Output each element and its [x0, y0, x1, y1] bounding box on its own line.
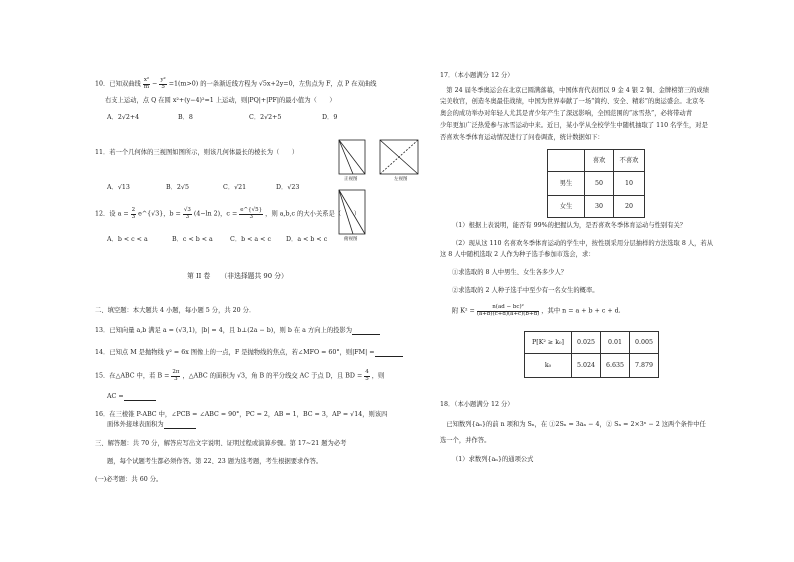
- three-view-figure: [335, 138, 440, 248]
- q17-title: 17．（本小题满分 12 分）: [440, 72, 514, 79]
- table-row: P[K² ≥ k₀] 0.025 0.01 0.005: [525, 332, 659, 354]
- q12-option-b: B．c < b < a: [172, 236, 213, 243]
- survey-table: [547, 149, 645, 218]
- table-row: 男生 50 10: [548, 172, 645, 196]
- q10-line2: 右支上运动，点 Q 在圆 x²+(y−4)²=1 上运动，则|PQ|+|PF|的最小值为（ ）: [105, 97, 336, 104]
- required-heading: (一)必考题：共 60 分。: [95, 476, 163, 483]
- q18-para-1: 已知数列{aₙ}的前 n 项和为 Sₙ，在 ①2Sₙ = 3aₙ − 4，② Sₙ = 2×3ⁿ − 2 这两个条件中任: [440, 421, 706, 428]
- table-row: 女生 30 20: [548, 196, 645, 218]
- critical-value-table: [524, 331, 659, 378]
- q12-frac-a: $\frac{2}{3}$: [131, 207, 136, 220]
- section-2-title: 第 II 卷 （非选择题共 90 分）: [187, 272, 288, 280]
- q16-answer-blank: [164, 421, 196, 429]
- q15-line2: AC =: [107, 393, 156, 401]
- chi-square-formula: 附 K² = $\frac{\text{n(ad − bc)²}}{(a+b)(c+d)(a+c)(b+d)}$ ，其中 n = a + b + c + d.: [452, 304, 621, 317]
- q10-frac-x: $\frac{\text{x²}}{m}$: [143, 77, 150, 90]
- side-view-drawing: [380, 140, 418, 174]
- q10-option-b: B．8: [178, 114, 193, 121]
- q17-sub-2b: 这 8 人中随机选取 2 人作为种子选手参加市选会，求：: [440, 251, 595, 258]
- q15-line1: 15．在△ABC 中，若 B = $\frac{2\pi}{3}$ ，△ABC 的面积为 √3，角 B 的平分线交 AC 于点 D，且 BD = $\frac{4}{5}$ ，则: [95, 369, 385, 382]
- q15-frac-bd: $\frac{4}{5}$: [365, 369, 369, 382]
- q16-line1: 16．在三棱锥 P-ABC 中，∠PCB = ∠ABC = 90°，PC = 2，AB = 1，BC = 3，AP = √14，则该四: [95, 411, 388, 418]
- front-view-drawing: [339, 140, 365, 174]
- table-row: k₀ 5.024 6.635 7.879: [525, 354, 659, 378]
- q14-answer-blank: [375, 349, 403, 357]
- q15-frac-angle: $\frac{2\pi}{3}$: [172, 369, 180, 382]
- q10-option-a: A．2√2+4: [107, 114, 140, 121]
- formula-fraction: $\frac{\text{n(ad − bc)²}}{(a+b)(c+d)(a+c)(b+d)}$: [476, 304, 540, 317]
- table-row: 喜欢 不喜欢: [548, 150, 645, 172]
- q10-option-c: C．2√2+5: [249, 114, 282, 121]
- q12-line: 12．设 a = $\frac{2}{3}$ e^{√3}，b = $\frac{√3}{3}$ (4−ln 2)，c = $\frac{e\^{}\{√5\}}{3}$ ，则 a,b,c 的大小关系是（ ）: [95, 207, 361, 220]
- q11-option-d: D．√23: [276, 184, 300, 191]
- q14-text: 14．已知点 M 是抛物线 y² = 6x 图像上的一点，F 是抛物线的焦点，若∠MFO = 60°，则|FM| =: [95, 349, 403, 357]
- q13-text: 13．已知向量 a,b 满足 a = (√3,1)，|b| = 4，且 b⊥(2a − b)，则 b 在 a 方向上的投影为: [95, 327, 380, 335]
- q16-line2: 面体外接球表面积为: [107, 421, 196, 429]
- q10-option-d: D．9: [322, 114, 338, 121]
- q17-sub-1: （1）根据上表说明，能否有 99%的把握认为，是否喜欢冬季体育运动与性别有关？: [452, 222, 687, 229]
- q17-para-3: 奥会的成功举办对年轻人尤其是青少年产生了深远影响，全国范围的“冰雪热”，必将带动青: [440, 110, 693, 117]
- q12-option-a: A．b < c < a: [107, 236, 148, 243]
- q17-para-2: 完美收官，创造冬奥最佳战绩，中国为世界奉献了一场“简约、安全、精彩”的奥运盛会。北京冬: [440, 98, 705, 105]
- q12-frac-c: $\frac{e\^{}\{√5\}}{3}$: [240, 207, 263, 220]
- top-view-label: 俯视图: [344, 237, 358, 242]
- q17-item-2: ②求选取的 2 人种子选手中至少有一名女生的概率。: [452, 287, 599, 294]
- q17-para-1: 第 24 届冬季奥运会在北京已圆满落幕，中国体育代表团以 9 金 4 银 2 铜、金牌榜第三的成绩: [440, 87, 710, 94]
- front-view-label: 正视图: [344, 177, 358, 182]
- q17-sub-2: （2）现从这 110 名喜欢冬季体育运动的学生中，按性别采用分层抽样的方法选取 8 人，若从: [452, 240, 714, 247]
- q17-para-5: 否喜欢冬季体育运动情况进行了问卷调查，统计数据如下：: [440, 134, 604, 141]
- q11-option-c: C．√21: [223, 184, 247, 191]
- answer-heading-line1: 三、解答题：共 70 分，解答应写出文字说明、证明过程或演算步骤。第 17~21 题为必考: [95, 440, 347, 447]
- q11-text: 11．若一个几何体的三视图如图所示，则该几何体最长的棱长为（ ）: [95, 149, 299, 156]
- q10-frac-y: $\frac{\text{y²}}{5}$: [160, 77, 166, 90]
- answer-heading-line2: 题，每个试题考生都必须作答。第 22、23 题为选考题，考生根据要求作答。: [107, 458, 323, 465]
- q18-title: 18．（本小题满分 12 分）: [440, 401, 514, 408]
- q12-option-c: C．b < a < c: [230, 236, 271, 243]
- q17-para-4: 少年更加广泛热爱参与冰雪运动中来。近日，某小学从全校学生中随机抽取了 110 名学生，对是: [440, 122, 708, 129]
- q13-answer-blank: [352, 327, 380, 335]
- q12-option-d: D．a < b < c: [286, 236, 328, 243]
- q17-item-1: ①求选取的 8 人中男生、女生各多少人？: [452, 269, 568, 276]
- q11-option-b: B．2√5: [166, 184, 189, 191]
- q11-option-a: A．√13: [107, 184, 130, 191]
- q18-sub-1: （1）求数列{aₙ}的通项公式: [452, 456, 534, 463]
- q18-para-2: 选一个，并作答。: [440, 437, 491, 444]
- fill-in-heading: 二、填空题：本大题共 4 小题，每小题 5 分，共 20 分．: [95, 307, 256, 314]
- side-view-label: 左视图: [394, 177, 408, 182]
- q10-line1: 10．已知双曲线 $\frac{\text{x²}}{m}$ − $\frac{\text{y²}}{5}$ =1(m>0) 的一条渐近线方程为 √5x+2y=0，左焦点为 F，点 P 在双曲线: [95, 77, 377, 90]
- q12-frac-b: $\frac{√3}{3}$: [183, 207, 191, 220]
- q15-answer-blank: [124, 393, 156, 401]
